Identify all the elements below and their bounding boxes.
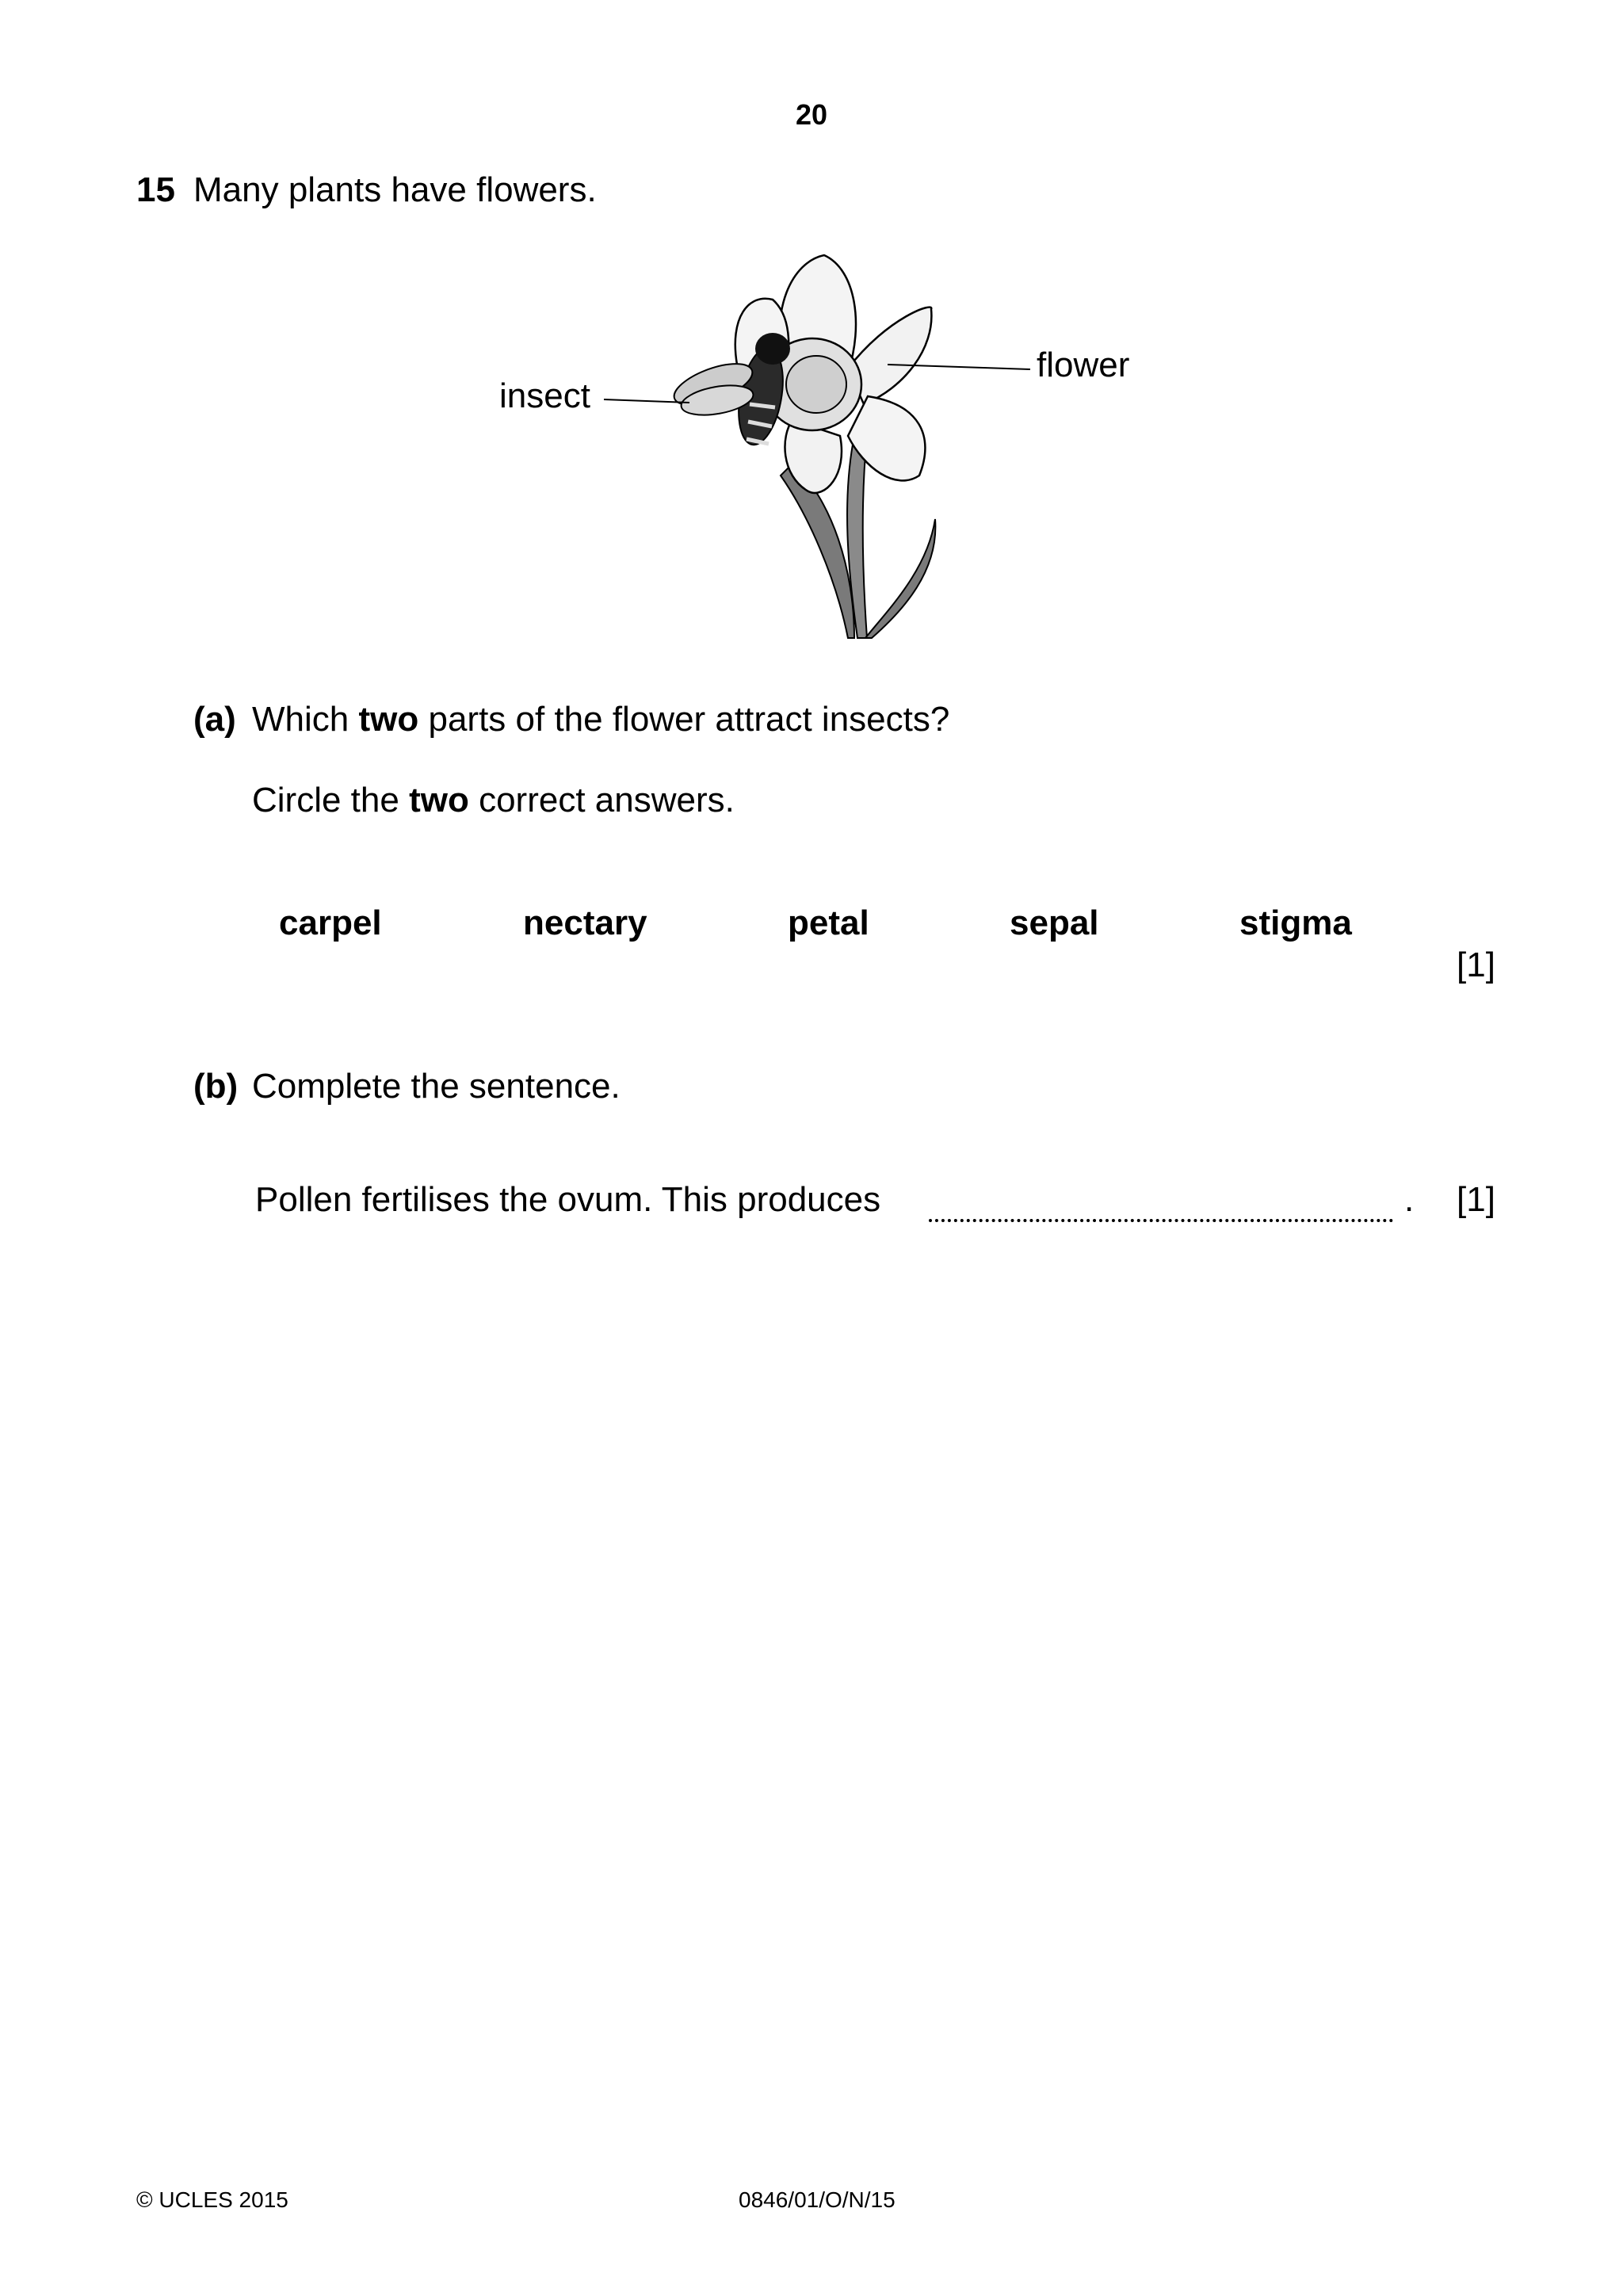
label-insect: insect (499, 376, 590, 415)
flower-illustration (475, 238, 1189, 650)
part-b-prompt: Complete the sentence. (252, 1067, 621, 1106)
part-b-marks: [1] (1457, 1180, 1495, 1219)
answer-line[interactable] (929, 1219, 1393, 1222)
page-number: 20 (795, 98, 828, 131)
part-a-label: (a) (193, 700, 236, 739)
option-petal[interactable]: petal (788, 904, 869, 942)
footer-copyright: © UCLES 2015 (136, 2187, 288, 2212)
part-a-marks: [1] (1457, 946, 1495, 984)
part-b-sentence: Pollen fertilises the ovum. This produces (255, 1180, 881, 1219)
sentence-end-punctuation: . (1404, 1180, 1415, 1219)
part-a-prompt: Which two parts of the flower attract insects? (252, 700, 950, 739)
option-carpel[interactable]: carpel (279, 904, 382, 942)
flower-figure (475, 238, 1189, 650)
option-stigma[interactable]: stigma (1239, 904, 1352, 942)
footer-paper-code: 0846/01/O/N/15 (739, 2187, 896, 2212)
question-text: Many plants have flowers. (193, 170, 597, 209)
part-a-instruction: Circle the two correct answers. (252, 781, 735, 819)
part-b-label: (b) (193, 1067, 239, 1106)
label-flower: flower (1037, 346, 1130, 384)
option-nectary[interactable]: nectary (523, 904, 647, 942)
option-sepal[interactable]: sepal (1010, 904, 1099, 942)
question-number: 15 (136, 170, 175, 209)
